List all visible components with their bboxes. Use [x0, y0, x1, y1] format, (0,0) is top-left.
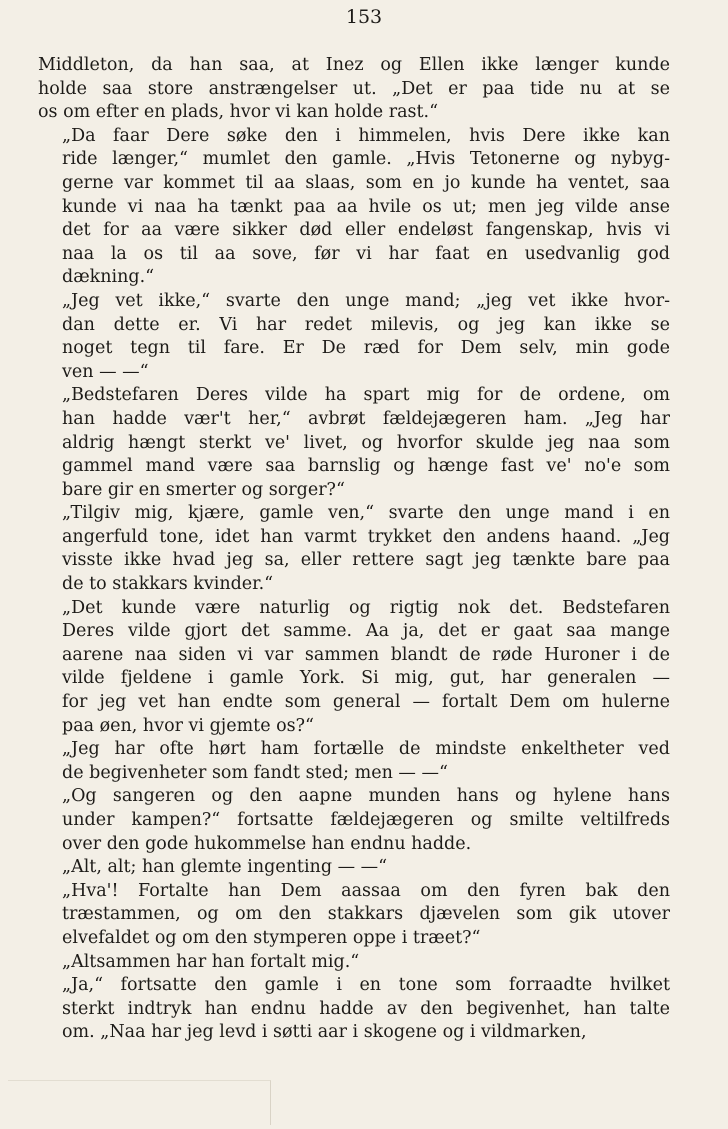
text-line: dan dette er. Vi har redet milevis, og jeg kan ikke se: [62, 314, 670, 335]
paragraph: [38, 54, 670, 125]
paragraph: [38, 125, 670, 290]
text-line: sterkt indtryk han endnu hadde av den begivenhet, han talte: [62, 998, 670, 1019]
paragraph: [38, 974, 670, 1045]
text-line: os om efter en plads, hvor vi kan holde rast.“: [38, 102, 439, 123]
text-line: „Jeg vet ikke,“ svarte den unge mand; „jeg vet ikke hvor-: [62, 290, 670, 311]
scan-edge-mark: [8, 1080, 271, 1125]
text-line: „Jeg har ofte hørt ham fortælle de mindste enkeltheter ved: [62, 739, 670, 760]
text-line: de begivenheter som fandt sted; men — —“: [62, 762, 448, 783]
paragraph: [38, 290, 670, 384]
text-line: Deres vilde gjort det samme. Aa ja, det er gaat saa mange: [62, 621, 670, 642]
text-line: om. „Naa har jeg levd i søtti aar i skogene og i vildmarken,: [62, 1022, 587, 1043]
text-line: gerne var kommet til aa slaas, som en jo kunde ha ventet, saa: [62, 172, 670, 193]
text-line: ven — —“: [62, 361, 149, 382]
text-line: dækning.“: [62, 267, 155, 288]
text-line: „Da faar Dere søke den i himmelen, hvis Dere ikke kan: [62, 125, 670, 146]
text-line: for jeg vet han endte som general — fortalt Dem om hulerne: [62, 692, 670, 713]
text-line: paa øen, hvor vi gjemte os?“: [62, 715, 314, 736]
text-line: „Alt, alt; han glemte ingenting — —“: [62, 857, 388, 878]
paragraph: [38, 384, 670, 502]
text-line: vilde fjeldene i gamle York. Si mig, gut, har generalen —: [62, 668, 670, 689]
text-line: ride længer,“ mumlet den gamle. „Hvis Tetonerne og nybyg-: [62, 149, 670, 170]
text-line: holde saa store anstrængelser ut. „Det er paa tide nu at se: [38, 78, 670, 99]
text-line: naa la os til aa sove, før vi har faat en usedvanlig god: [62, 243, 670, 264]
text-line: han hadde vær't her,“ avbrøt fældejægeren ham. „Jeg har: [62, 408, 670, 429]
text-line: de to stakkars kvinder.“: [62, 574, 274, 595]
text-line: træstammen, og om den stakkars djævelen som gik utover: [62, 904, 670, 925]
text-line: gammel mand være saa barnslig og hænge fast ve' no'e som: [62, 456, 670, 477]
text-line: angerfuld tone, idet han varmt trykket den andens haand. „Jeg: [62, 526, 670, 547]
text-line: over den gode hukommelse han endnu hadde.: [62, 833, 472, 854]
paragraph: [38, 856, 670, 880]
text-line: „Tilgiv mig, kjære, gamle ven,“ svarte den unge mand i en: [62, 503, 670, 524]
text-line: aarene naa siden vi var sammen blandt de røde Huroner i de: [62, 644, 670, 665]
paragraph: [38, 880, 670, 951]
body-text: [38, 54, 670, 1045]
text-line: kunde vi naa ha tænkt paa aa hvile os ut; men jeg vilde anse: [62, 196, 670, 217]
text-line: Middleton, da han saa, at Inez og Ellen ikke længer kunde: [38, 55, 670, 75]
text-line: noget tegn til fare. Er De ræd for Dem selv, min gode: [62, 338, 670, 359]
text-line: under kampen?“ fortsatte fældejægeren og smilte veltilfreds: [62, 810, 670, 830]
paragraph: [38, 597, 670, 739]
text-line: aldrig hængt sterkt ve' livet, og hvorfor skulde jeg naa som: [62, 432, 670, 453]
text-line: elvefaldet og om den stymperen oppe i træet?“: [62, 927, 481, 948]
paragraph: [38, 502, 670, 596]
text-line: „Bedstefaren Deres vilde ha spart mig for de ordene, om: [62, 385, 670, 406]
paragraph: [38, 951, 670, 975]
text-line: „Og sangeren og den aapne munden hans og hylene hans: [62, 786, 670, 807]
paragraph: [38, 738, 670, 785]
text-line: „Hva'! Fortalte han Dem aassaa om den fyren bak den: [62, 880, 670, 901]
text-line: visste ikke hvad jeg sa, eller rettere sagt jeg tænkte bare paa: [62, 550, 670, 571]
page-number: 153: [345, 6, 383, 28]
text-line: „Ja,“ fortsatte den gamle i en tone som forraadte hvilket: [62, 975, 670, 996]
text-line: bare gir en smerter og sorger?“: [62, 479, 345, 500]
text-line: det for aa være sikker død eller endeløst fangenskap, hvis vi: [62, 220, 670, 241]
paragraph: [38, 785, 670, 856]
text-line: „Altsammen har han fortalt mig.“: [62, 951, 360, 972]
text-line: „Det kunde være naturlig og rigtig nok det. Bedstefaren: [62, 597, 670, 618]
